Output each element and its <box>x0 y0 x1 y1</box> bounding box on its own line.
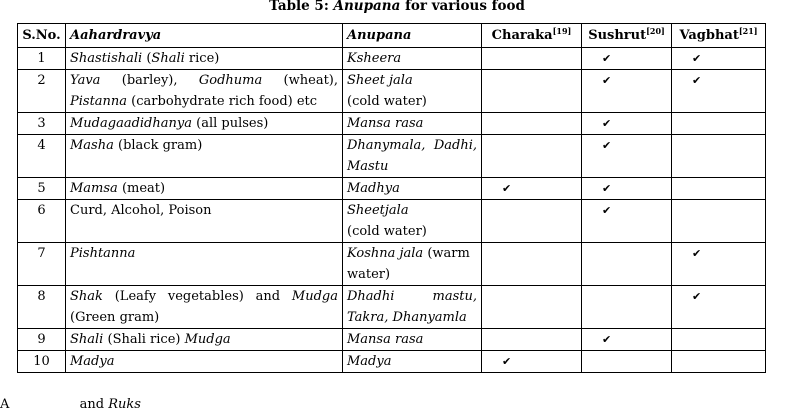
cell-sushrut <box>582 286 672 329</box>
header-anupana: Anupana <box>343 24 482 48</box>
cell-vagbhat <box>672 113 766 135</box>
cell-sushrut <box>582 351 672 373</box>
caption-prefix: Table 5: <box>269 0 334 14</box>
check-icon: ✔ <box>692 74 702 87</box>
header-sushrut-ref: [20] <box>646 26 665 36</box>
cell-vagbhat <box>672 70 766 113</box>
row-anupana: Mansa rasa <box>343 329 482 351</box>
table-row <box>18 135 766 178</box>
cell-charaka <box>482 113 582 135</box>
header-vagbhat-ref: [21] <box>738 26 758 36</box>
table-row <box>18 243 766 286</box>
cell-sushrut <box>582 200 672 243</box>
row-aahardravya: Shastishali (Shali rice) <box>66 48 343 70</box>
cell-vagbhat <box>672 48 766 70</box>
row-anupana: Dhadhi mastu, Takra, Dhanyamla <box>343 286 482 329</box>
check-icon: ✔ <box>602 139 612 152</box>
footer-text-c: Ruks <box>108 397 141 412</box>
table-row <box>18 48 766 70</box>
check-icon: ✔ <box>602 117 612 130</box>
row-sno: 4 <box>18 135 66 178</box>
row-aahardravya: Yava (barley), Godhuma (wheat), Pistanna (carbohydrate rich food) etc <box>66 70 343 113</box>
header-vagbhat-label: Vagbhat <box>679 28 739 43</box>
check-icon: ✔ <box>602 52 612 65</box>
cell-charaka <box>482 351 582 373</box>
cell-charaka <box>482 329 582 351</box>
header-aahardravya: Aahardravya <box>66 24 343 48</box>
cell-sushrut <box>582 178 672 200</box>
cell-charaka <box>482 135 582 178</box>
cell-sushrut <box>582 329 672 351</box>
cell-vagbhat <box>672 351 766 373</box>
row-sno: 6 <box>18 200 66 243</box>
header-sushrut-label: Sushrut <box>588 28 647 43</box>
row-anupana: Mansa rasa <box>343 113 482 135</box>
row-aahardravya: Masha (black gram) <box>66 135 343 178</box>
row-sno: 7 <box>18 243 66 286</box>
footer-text-b: and <box>79 397 109 412</box>
cell-vagbhat <box>672 286 766 329</box>
row-aahardravya: Shali (Shali rice) Mudga <box>66 329 343 351</box>
cell-vagbhat <box>672 243 766 286</box>
check-icon: ✔ <box>502 182 512 195</box>
header-vagbhat <box>672 24 766 48</box>
row-aahardravya: Mudagaadidhanya (all pulses) <box>66 113 343 135</box>
footer-text-a: A <box>0 397 10 412</box>
row-aahardravya: Curd, Alcohol, Poison <box>66 200 343 243</box>
caption-suffix: for various food <box>400 0 525 14</box>
cell-charaka <box>482 178 582 200</box>
check-icon: ✔ <box>692 290 702 303</box>
check-icon: ✔ <box>602 333 612 346</box>
table-row <box>18 329 766 351</box>
cell-charaka <box>482 70 582 113</box>
check-icon: ✔ <box>692 52 702 65</box>
cell-sushrut <box>582 48 672 70</box>
row-anupana: Sheetjala (cold water) <box>343 200 482 243</box>
anupana-table <box>17 23 766 373</box>
table-caption <box>0 0 794 14</box>
cell-charaka <box>482 286 582 329</box>
row-anupana: Madya <box>343 351 482 373</box>
header-charaka-ref: [19] <box>552 26 572 36</box>
check-icon: ✔ <box>602 74 612 87</box>
row-aahardravya: Mamsa (meat) <box>66 178 343 200</box>
row-aahardravya: Shak (Leafy vegetables) and Mudga (Green gram) <box>66 286 343 329</box>
row-anupana: Dhanymala, Dadhi, Mastu <box>343 135 482 178</box>
header-charaka <box>482 24 582 48</box>
table-row <box>18 70 766 113</box>
cell-vagbhat <box>672 135 766 178</box>
cell-vagbhat <box>672 200 766 243</box>
row-sno: 8 <box>18 286 66 329</box>
row-sno: 5 <box>18 178 66 200</box>
check-icon: ✔ <box>602 204 612 217</box>
table-header-row <box>18 24 766 48</box>
table-row <box>18 113 766 135</box>
row-aahardravya: Madya <box>66 351 343 373</box>
check-icon: ✔ <box>602 182 612 195</box>
cell-vagbhat <box>672 178 766 200</box>
row-sno: 3 <box>18 113 66 135</box>
row-aahardravya: Pishtanna <box>66 243 343 286</box>
cell-vagbhat <box>672 329 766 351</box>
row-anupana: Ksheera <box>343 48 482 70</box>
cell-charaka <box>482 200 582 243</box>
cell-sushrut <box>582 243 672 286</box>
row-sno: 10 <box>18 351 66 373</box>
table-row <box>18 351 766 373</box>
header-sushrut <box>582 24 672 48</box>
table-row <box>18 178 766 200</box>
cell-sushrut <box>582 113 672 135</box>
row-anupana: Madhya <box>343 178 482 200</box>
row-anupana: Koshna jala (warm water) <box>343 243 482 286</box>
row-anupana: Sheet jala (cold water) <box>343 70 482 113</box>
row-sno: 2 <box>18 70 66 113</box>
header-sno: S.No. <box>18 24 66 48</box>
cell-sushrut <box>582 135 672 178</box>
cell-charaka <box>482 48 582 70</box>
check-icon: ✔ <box>692 247 702 260</box>
header-charaka-label: Charaka <box>491 28 553 43</box>
row-sno: 9 <box>18 329 66 351</box>
check-icon: ✔ <box>502 355 512 368</box>
table-row <box>18 286 766 329</box>
cell-sushrut <box>582 70 672 113</box>
footer-text-fragment <box>0 398 141 412</box>
caption-italic: Anupana <box>333 0 401 14</box>
row-sno: 1 <box>18 48 66 70</box>
table-row <box>18 200 766 243</box>
cell-charaka <box>482 243 582 286</box>
